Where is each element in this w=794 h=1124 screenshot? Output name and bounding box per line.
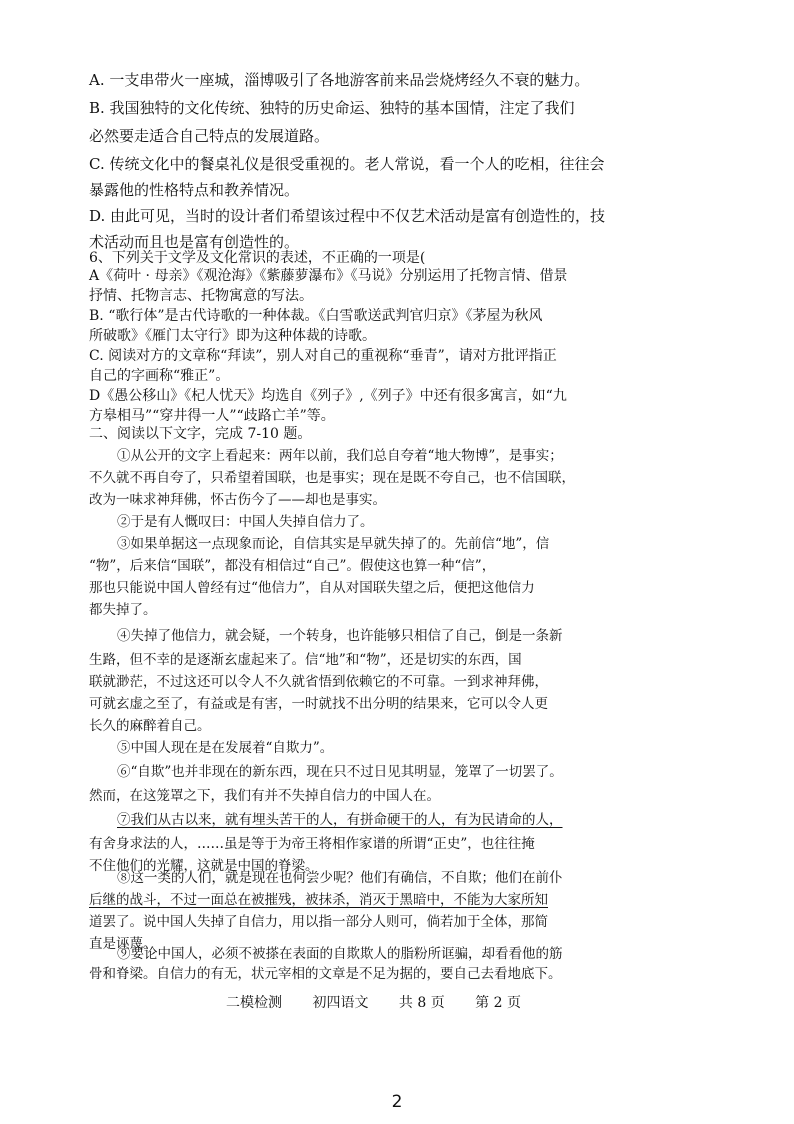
q6-option-a-line-2: 抒情、托物言志、托物寓意的写法。 — [89, 288, 313, 304]
para-8-line-2: 后继的战斗，不过一面总在被摧残，被抹杀，消灭于黑暗中，不能为大家所知 — [89, 892, 548, 908]
option-c-line-1: C. 传统文化中的餐桌礼仪是很受重视的。老人常说，看一个人的吃相，往往会 — [89, 155, 605, 173]
option-c-line-2: 暴露他的性格特点和教养情况。 — [89, 181, 300, 199]
footer-exam: 二模检测 — [226, 995, 282, 1011]
para-8-line-4: 直是诬蔑。 — [89, 936, 157, 952]
para-4-line-3: 联就渺茫，不过这还可以令人不久就省悟到依赖它的不可靠。一到求神拜佛， — [89, 674, 548, 690]
para-7-line-1: ⑦我们从古以来，就有埋头苦干的人，有拼命硬干的人，有为民请命的人， — [117, 812, 563, 828]
q6-option-d-line-1: D《愚公移山》《杞人忧天》均选自《列子》,《列子》中还有很多寓言，如“九 — [89, 388, 567, 404]
para-4-line-5: 长久的麻醉着自己。 — [89, 718, 211, 734]
option-d-line-1: D. 由此可见，当时的设计者们希望该过程中不仅艺术活动是富有创造性的，技 — [89, 207, 606, 225]
footer-total: 共 8 页 — [398, 995, 445, 1011]
para-3-line-3: 那也只能说中国人曾经有过“他信力”，自从对国联失望之后，便把这他信力 — [89, 580, 535, 596]
para-8-line-3: 道罢了。说中国人失掉了自信力，用以指一部分人则可，倘若加于全体，那简 — [89, 914, 548, 930]
option-a-line: A. 一支串带火一座城，淄博吸引了各地游客前来品尝烧烤经久不衰的魅力。 — [89, 71, 590, 89]
para-4-line-4: 可就玄虚之至了，有益或是有害，一时就找不出分明的结果来，它可以令人更 — [89, 696, 548, 712]
footer-subject: 初四语文 — [312, 995, 369, 1011]
para-7-line-3: 不住他们的光耀，这就是中国的脊梁。 — [89, 858, 319, 874]
para-3-line-4: 都失掉了。 — [89, 602, 157, 618]
para-3-line-2: “物”，后来信“国联”，都没有相信过“自己”。假使这也算一种“信”， — [89, 558, 496, 574]
option-d-line-2: 术活动而且也是富有创造性的。 — [89, 233, 300, 251]
para-2-line-1: ②于是有人慨叹曰：中国人失掉自信力了。 — [117, 514, 374, 530]
question-6-stem: 6、下列关于文学及文化常识的表述，不正确的一项是( — [89, 250, 426, 266]
page-footer — [226, 992, 547, 1012]
para-4-line-1: ④失掉了他信力，就会疑，一个转身，也许能够只相信了自己，倒是一条新 — [117, 628, 563, 644]
page-number: 2 — [391, 1092, 403, 1112]
footer-page: 第 2 页 — [475, 995, 521, 1011]
option-b-line-2: 必然要走适合自己特点的发展道路。 — [89, 127, 330, 145]
section-2-heading: 二、阅读以下文字，完成 7-10 题。 — [89, 426, 312, 442]
para-4-line-2: 生路，但不幸的是逐渐玄虚起来了。信“地”和“物”，还是切实的东西，国 — [89, 652, 522, 668]
q6-option-d-line-2: 方皋相马”“穿井得一人”“歧路亡羊”等。 — [89, 408, 335, 424]
para-6-line-1: ⑥“自欺”也并非现在的新东西，现在只不过日见其明显，笼罩了一切罢了。 — [117, 764, 563, 780]
para-1-line-3: 改为一味求神拜佛，怀古伤今了——却也是事实。 — [89, 492, 386, 508]
para-7-line-2: 有舍身求法的人，……虽是等于为帝王将相作家谱的所谓“正史”，也往往掩 — [89, 836, 535, 852]
para-6-line-2: 然而，在这笼罩之下，我们有并不失掉自信力的中国人在。 — [89, 788, 440, 804]
para-1-line-1: ①从公开的文字上看起来：两年以前，我们总自夸着“地大物博”，是事实； — [117, 448, 563, 464]
para-1-line-2: 不久就不再自夸了，只希望着国联，也是事实；现在是既不夸自己，也不信国联， — [89, 470, 575, 486]
q6-option-b-line-1: B. “歌行体”是古代诗歌的一种体裁。《白雪歌送武判官归京》《茅屋为秋风 — [89, 308, 543, 324]
para-5-line-1: ⑤中国人现在是在发展着“自欺力”。 — [117, 740, 334, 756]
q6-option-a-line-1: A《荷叶 · 母亲》《观沧海》《紫藤萝瀑布》《马说》分别运用了托物言情、借景 — [89, 268, 568, 284]
q6-option-b-line-2: 所破歌》《雁门太守行》即为这种体裁的诗歌。 — [89, 328, 376, 344]
para-3-line-1: ③如果单据这一点现象而论，自信其实是早就失掉了的。先前信“地”，信 — [117, 536, 550, 552]
q6-option-c-line-2: 自己的字画称“雅正”。 — [89, 368, 230, 384]
q6-option-c-line-1: C. 阅读对方的文章称“拜读”，别人对自己的重视称“垂青”，请对方批评指正 — [89, 348, 557, 364]
para-9-line-1: ⑨要论中国人，必须不被搽在表面的自欺欺人的脂粉所诓骗，却看看他的筋 — [117, 946, 563, 962]
option-b-line-1: B. 我国独特的文化传统、独特的历史命运、独特的基本国情，注定了我们 — [89, 99, 575, 117]
para-9-line-2: 骨和脊梁。自信力的有无，状元宰相的文章是不足为据的，要自己去看地底下。 — [89, 966, 562, 982]
para-8-line-1: ⑧这一类的人们，就是现在也何尝少呢？他们有确信，不自欺；他们在前仆 — [117, 870, 563, 886]
